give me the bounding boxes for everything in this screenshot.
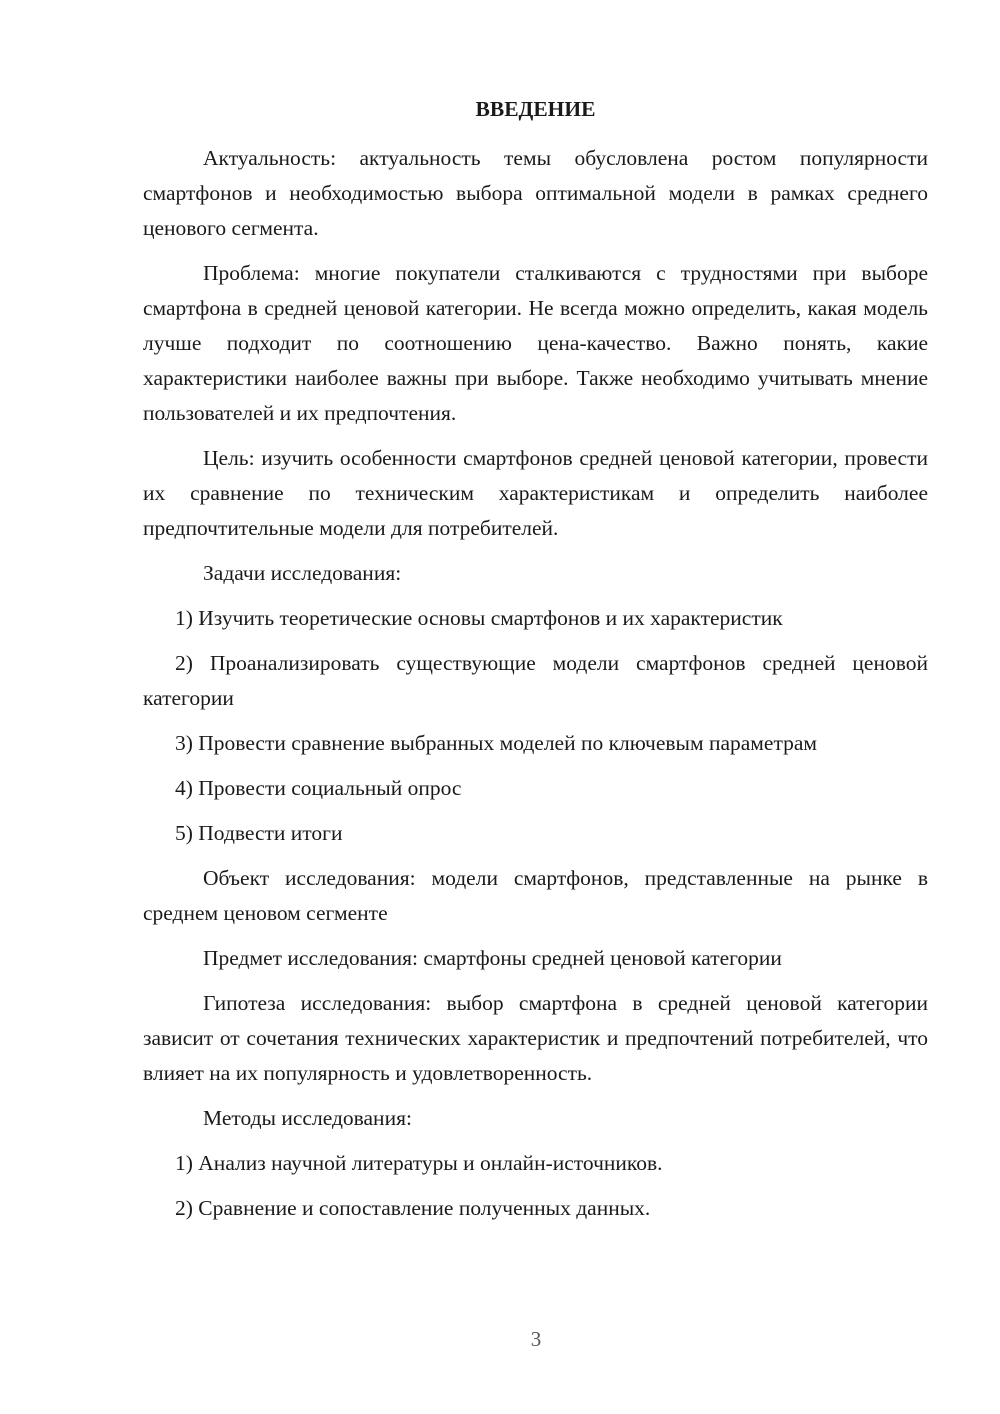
document-page [143,92,928,1236]
methods-list [143,1146,928,1226]
page-number: 3 [530,1327,542,1351]
list-item: 2) Сравнение и сопоставление полученных данных. [175,1196,651,1220]
paragraph-hypothesis: Гипотеза исследования: выбор смартфона в средней ценовой категории зависит от сочетания технических характеристик и предпочтений потребителей, что влияет на их популярность и удовлетворенность. [143,991,928,1085]
tasks-list [143,601,928,851]
list-item: 4) Провести социальный опрос [175,776,462,800]
list-item: 1) Анализ научной литературы и онлайн-источников. [175,1151,663,1175]
list-item: 2) Проанализировать существующие модели смартфонов средней ценовой категории [143,651,928,710]
paragraph-relevance: Актуальность: актуальность темы обусловлена ростом популярности смартфонов и необходимостью выбора оптимальной модели в рамках среднего ценового сегмента. [143,146,928,240]
paragraph-problem: Проблема: многие покупатели сталкиваются с трудностями при выборе смартфона в средней ценовой категории. Не всегда можно определить, какая модель лучше подходит по соотношению цена-качество. Важно понять, какие характеристики наиболее важны при выборе. Также необходимо учитывать мнение пользователей и их предпочтения. [143,261,928,425]
list-item: 5) Подвести итоги [175,821,343,845]
section-title: ВВЕДЕНИЕ [475,97,596,121]
paragraph-subject: Предмет исследования: смартфоны средней ценовой категории [203,946,782,970]
list-item: 1) Изучить теоретические основы смартфонов и их характеристик [175,606,783,630]
methods-heading: Методы исследования: [203,1106,412,1130]
tasks-heading: Задачи исследования: [203,561,402,585]
list-item: 3) Провести сравнение выбранных моделей по ключевым параметрам [175,731,818,755]
paragraph-object: Объект исследования: модели смартфонов, представленные на рынке в среднем ценовом сегменте [143,866,928,925]
paragraph-goal: Цель: изучить особенности смартфонов средней ценовой категории, провести их сравнение по техническим характеристикам и определить наиболее предпочтительные модели для потребителей. [143,446,928,540]
